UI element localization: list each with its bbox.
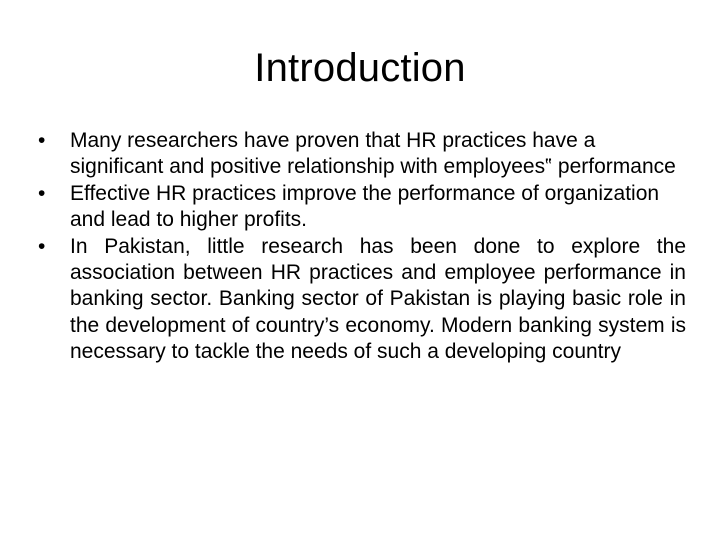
- bullet-item: [36, 128, 686, 181]
- bullet-marker: •: [38, 129, 46, 152]
- bullet-list: [36, 128, 686, 366]
- slide-title: Introduction: [254, 46, 466, 90]
- bullet-item: [36, 181, 686, 234]
- bullet-marker: •: [38, 181, 46, 205]
- bullet-marker: •: [38, 234, 46, 258]
- bullet-text: In Pakistan, little research has been done to explore the association between HR practices and employee performance in banking sector. Banking sector of Pakistan is playing basic role in the development of country’s economy. Modern banking system is necessary to tackle the needs of such a developing country: [70, 234, 686, 364]
- bullet-text: Effective HR practices improve the performance of organization and lead to higher profits.: [70, 181, 660, 232]
- bullet-item: [36, 234, 686, 366]
- bullet-text: Many researchers have proven that HR practices have a significant and positive relationship with employees‟ performance: [70, 129, 676, 179]
